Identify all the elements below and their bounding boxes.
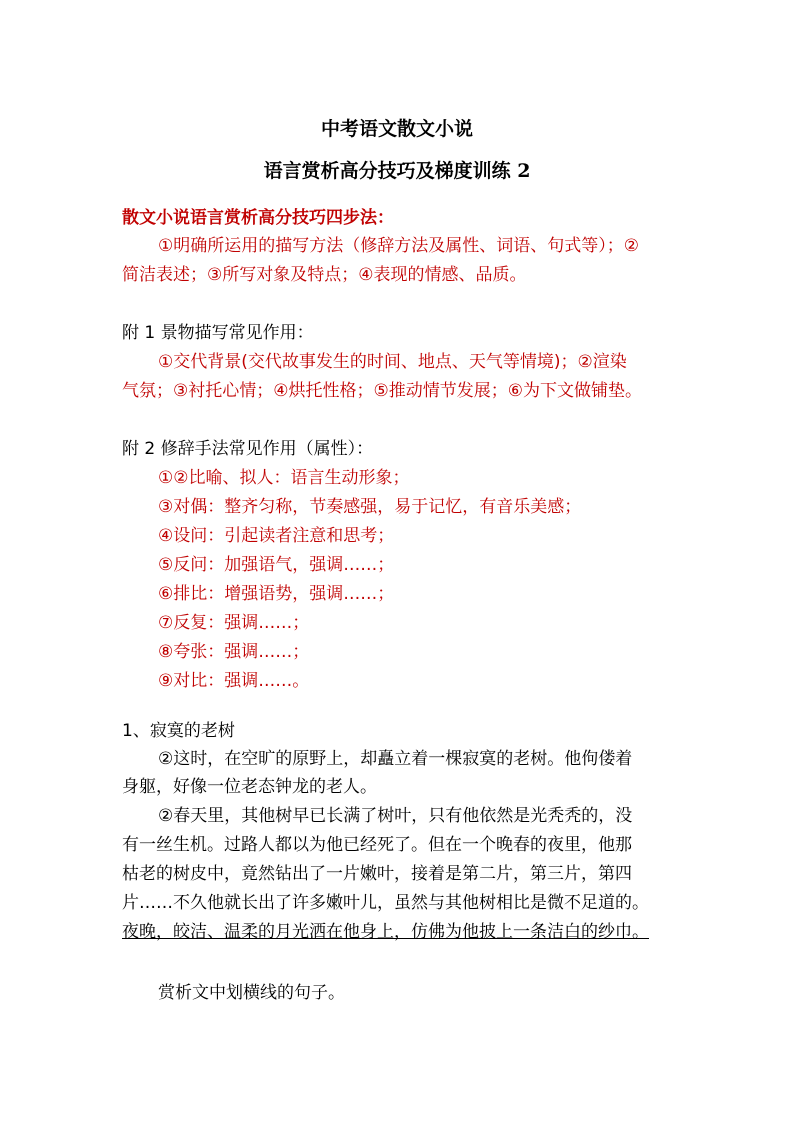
document-subtitle: 语言赏析高分技巧及梯度训练 2 [263, 160, 531, 182]
rhetoric-item: ⑦反复：强调……； [158, 613, 310, 633]
passage-line: 枯老的树皮中，竟然钻出了一片嫩叶，接着是第二片，第三片，第四 [122, 864, 632, 884]
rhetoric-item: ⑤反问：加强语气，强调……； [158, 555, 395, 575]
passage-line: 身躯，好像一位老态钟龙的老人。 [122, 777, 377, 797]
method-line [122, 264, 526, 286]
document-title: 中考语文散文小说 [320, 118, 473, 140]
question-text: 赏析文中划横线的句子。 [158, 983, 345, 1003]
passage-line: ②这时，在空旷的原野上，却矗立着一棵寂寞的老树。他佝偻着 [158, 749, 633, 769]
exercise-heading: 1、寂寞的老树 [122, 721, 235, 741]
method-line-text: 简洁表述；③所写对象及特点；④表现的情感、品质。 [122, 265, 527, 285]
appendix2-heading: 附 2 修辞手法常见作用（属性）： [122, 439, 374, 459]
passage-line: 有一丝生机。过路人都以为他已经死了。但在一个晚春的夜里，他那 [122, 835, 632, 855]
rhetoric-item: ⑨对比：强调……。 [158, 671, 310, 691]
method-heading: 散文小说语言赏析高分技巧四步法： [122, 208, 394, 228]
appendix1-heading: 附 1 景物描写常见作用： [122, 323, 314, 343]
rhetoric-item: ①②比喻、拟人：语言生动形象； [158, 468, 410, 488]
rhetoric-item: ④设问：引起读者注意和思考； [158, 526, 395, 546]
rhetoric-item: ③对偶：整齐匀称，节奏感强，易于记忆，有音乐美感； [158, 497, 582, 517]
appendix1-line: 气氛；③衬托心情；④烘托性格；⑤推动情节发展；⑥为下文做铺垫。 [122, 381, 642, 401]
rhetoric-item: ⑧夸张：强调……； [158, 642, 310, 662]
method-line: ①明确所运用的描写方法（修辞方法及属性、词语、句式等）；② [158, 236, 639, 256]
underlined-sentence: 夜晚，皎洁、温柔的月光洒在他身上，仿佛为他披上一条洁白的纱巾。 [122, 922, 649, 942]
appendix1-line: ①交代背景(交代故事发生的时间、地点、天气等情境)；②渲染 [158, 352, 627, 372]
rhetoric-item: ⑥排比：增强语势，强调……； [158, 584, 395, 604]
passage-line: 片……不久他就长出了许多嫩叶儿，虽然与其他树相比是微不足道的。 [122, 893, 649, 913]
passage-line: ②春天里，其他树早已长满了树叶，只有他依然是光秃秃的，没 [158, 806, 633, 826]
